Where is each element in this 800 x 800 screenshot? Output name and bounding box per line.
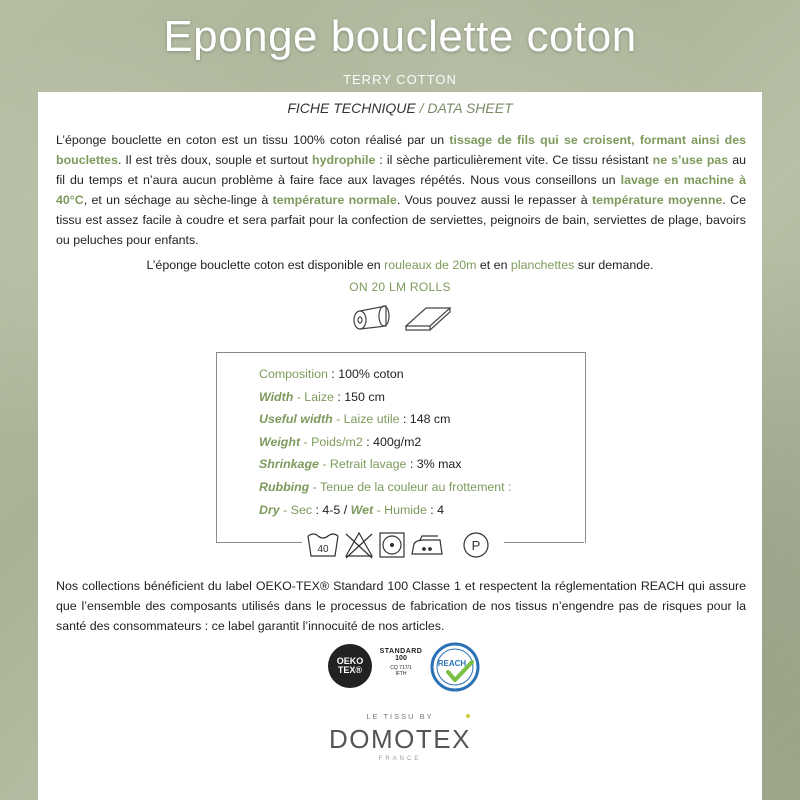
oeko-tex-logo [328, 644, 372, 688]
specifications-box [216, 352, 586, 543]
data-sheet-card [38, 92, 762, 800]
spec-useful-width: Useful width - Laize utile : 148 cm [259, 412, 451, 427]
spec-width: Width - Laize : 150 cm [259, 389, 385, 404]
page-title: Eponge bouclette coton [163, 12, 637, 61]
brand-tagline: LE TISSU BY [366, 712, 434, 721]
fabric-roll-icons [350, 302, 454, 334]
wash-40-icon [308, 534, 338, 556]
spec-rubbing-values: Dry - Sec : 4-5 / Wet - Humide : 4 [259, 502, 445, 517]
fabric-board-icon [406, 308, 450, 330]
sheet-heading [38, 100, 762, 116]
brand-country: FRANCE [378, 756, 422, 762]
intro-paragraph: L’éponge bouclette en coton est un tissu 100% coton réalisé par un tissage de fils qui se croisent, formant ainsi des bouclettes. Il est très doux, souple et surtout hydrophile : il sèche particulièrement vite. Ce tissu résistant ne s’use pas au fil du temps et n’aura aucun problème à faire face aux lavages répétés. Nous vous conseillons un lavage en machine à 40°C, et un séchage au sèche-linge à température normale. Vous pouvez aussi le repasser à température moyenne. Ce tissu est assez facile à coudre et sera parfait pour la confection de serviettes, peignoirs de bain, serviettes de plage, bavoirs ou peluches pour enfants. [56, 133, 746, 247]
sheet-title-fr: FICHE TECHNIQUE [287, 100, 416, 116]
oeko-line-2: TEX® [337, 665, 363, 675]
spec-composition: Composition : 100% coton [259, 367, 404, 381]
spec-shrinkage: Shrinkage - Retrait lavage : 3% max [259, 457, 462, 472]
reach-label: REACH [437, 659, 467, 668]
sheet-title-en: DATA SHEET [427, 100, 513, 116]
oeko-standard-label: STANDARD 100 CQ 717/1 IFTH [379, 648, 423, 677]
fabric-roll-icon [354, 306, 389, 329]
sheet-title-separator: / [419, 100, 424, 116]
oeko-line-1: OEKO [336, 656, 364, 666]
brand-dot [466, 714, 470, 718]
care-divider-right [504, 542, 584, 543]
care-divider-left [216, 542, 302, 543]
care-symbols [306, 528, 502, 560]
dry-clean-letter: P [471, 538, 481, 553]
reach-compliant-logo [430, 642, 480, 692]
wash-temp-label: 40 [317, 544, 329, 555]
brand-logo-text: DOMOTEX [329, 724, 471, 754]
spec-rubbing: Rubbing - Tenue de la couleur au frottement : [259, 479, 512, 494]
no-bleach-icon [346, 533, 372, 558]
page-subtitle: TERRY COTTON [343, 72, 457, 87]
availability-text: L’éponge bouclette coton est disponible en rouleaux de 20m et en planchettes sur demande. [146, 258, 654, 272]
availability-english: ON 20 LM ROLLS [349, 280, 451, 294]
dry-clean-p-icon [464, 533, 488, 557]
iron-medium-icon [412, 536, 442, 554]
specifications-list [259, 363, 579, 521]
tumble-dry-icon [380, 533, 404, 557]
spec-weight: Weight - Poids/m2 : 400g/m2 [259, 434, 422, 449]
certification-text: Nos collections bénéficient du label OEKO-TEX® Standard 100 Classe 1 et respectent la réglementation REACH qui assure que l’ensemble des composants utilisés dans le processus de fabrication de nos tissus n’engendre pas de risques pour la santé des consommateurs : ce label garantit l’innocuité de nos articles. [56, 579, 746, 633]
